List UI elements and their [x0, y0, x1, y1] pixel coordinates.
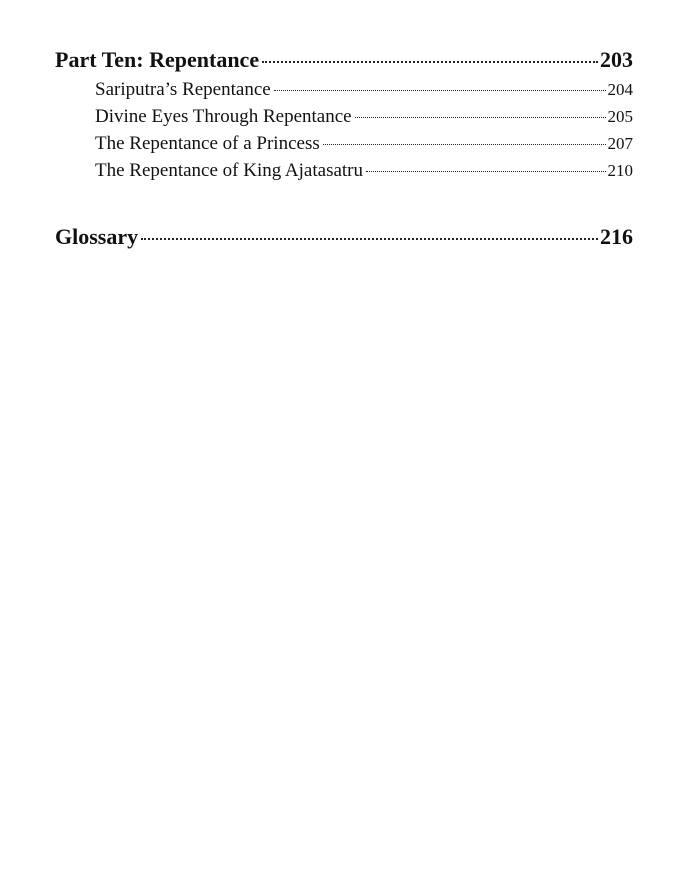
toc-chapter-page: 205 — [607, 107, 633, 126]
toc-chapter-entry — [55, 103, 633, 130]
toc-chapter-entry — [55, 157, 633, 184]
dot-leader — [262, 61, 598, 63]
toc-chapter-entry — [55, 76, 633, 103]
dot-leader — [141, 238, 598, 240]
toc-chapter-title: The Repentance of King Ajatasatru — [95, 160, 364, 181]
toc-chapter-title: Divine Eyes Through Repentance — [95, 106, 352, 127]
toc-part-page: 203 — [600, 47, 633, 72]
table-of-contents — [55, 44, 633, 253]
toc-chapter-page: 204 — [607, 80, 633, 99]
toc-chapter-page: 207 — [607, 134, 633, 153]
toc-glossary-entry — [55, 221, 633, 253]
toc-chapter-entry — [55, 130, 633, 157]
toc-chapter-page: 210 — [607, 161, 633, 180]
dot-leader — [323, 144, 606, 145]
toc-chapter-title: Sariputra’s Repentance — [95, 79, 271, 100]
toc-glossary-page: 216 — [600, 224, 633, 249]
toc-glossary-title: Glossary — [55, 224, 139, 249]
dot-leader — [274, 90, 606, 91]
dot-leader — [366, 171, 605, 172]
toc-part-title: Part Ten: Repentance — [55, 47, 260, 72]
dot-leader — [355, 117, 606, 118]
toc-part-entry — [55, 44, 633, 76]
toc-chapter-title: The Repentance of a Princess — [95, 133, 320, 154]
